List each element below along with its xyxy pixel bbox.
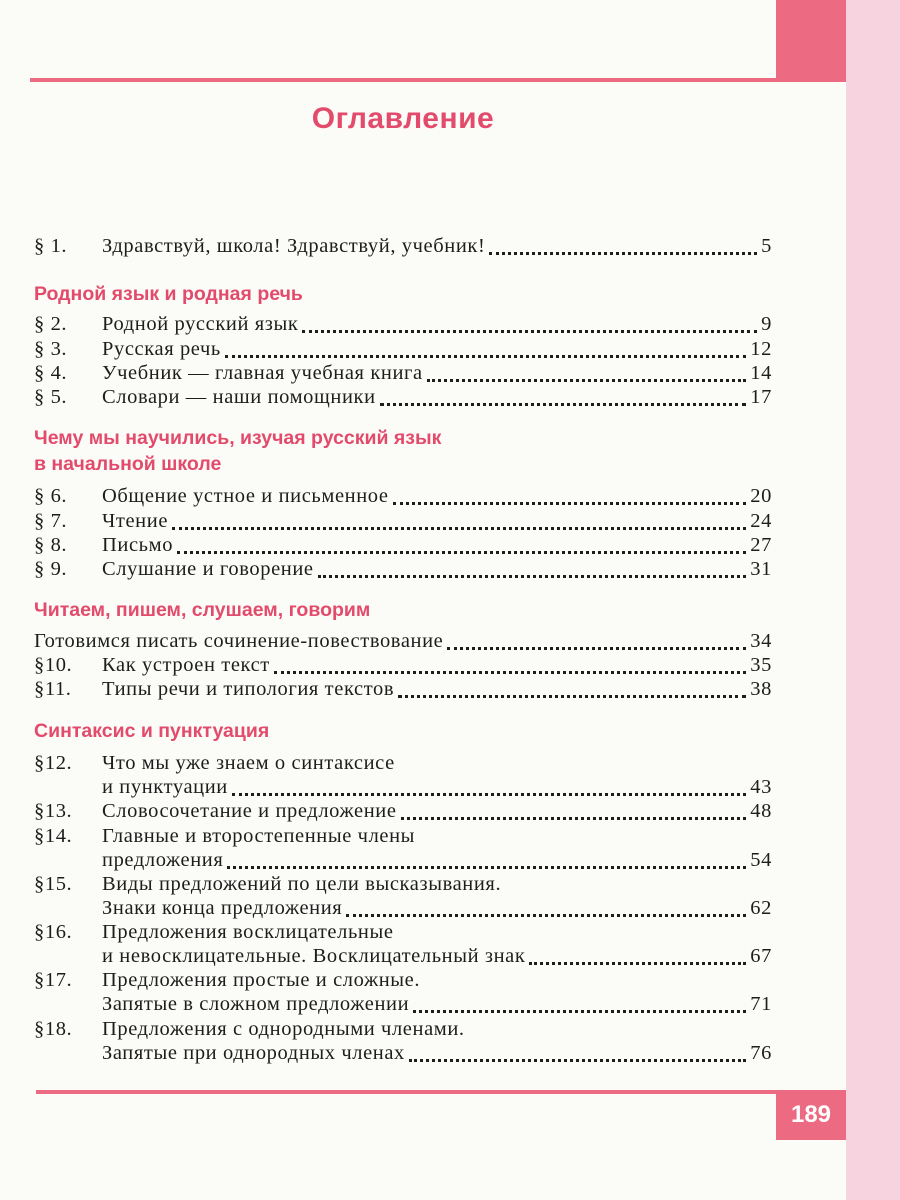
- entry-page: 17: [750, 386, 772, 408]
- toc-entry-5: [34, 383, 772, 411]
- bottom-rule: [36, 1090, 776, 1094]
- toc-entry-17-cont: [102, 990, 772, 1018]
- entry-page: 43: [750, 776, 772, 798]
- toc-entry-2: [34, 310, 772, 338]
- section-heading-read-write: Читаем, пишем, слушаем, говорим: [34, 599, 371, 621]
- section-heading-syntax: Синтаксис и пунктуация: [34, 720, 270, 742]
- dot-leader: [177, 551, 746, 554]
- entry-title: Словари — наши помощники: [102, 386, 376, 408]
- dot-leader: [447, 647, 746, 650]
- dot-leader: [489, 252, 757, 255]
- dot-leader: [346, 914, 746, 917]
- section-heading-primary-school-cont: в начальной школе: [34, 453, 222, 475]
- toc-entry-18-cont: [102, 1039, 772, 1067]
- entry-title-cont: и невосклицательные. Восклицательный знак: [102, 945, 526, 967]
- toc-entry-13: [34, 797, 772, 825]
- entry-page: 9: [761, 313, 772, 335]
- entry-number: § 6.: [34, 485, 68, 507]
- toc-entry-1: [34, 232, 772, 260]
- entry-page: 34: [750, 630, 772, 652]
- entry-number: §12.: [34, 752, 73, 774]
- dot-leader: [274, 671, 746, 674]
- entry-title-cont: Запятые при однородных членах: [102, 1042, 405, 1064]
- top-color-tab: [776, 0, 846, 82]
- entry-number: §10.: [34, 654, 73, 676]
- dot-leader: [232, 793, 746, 796]
- dot-leader: [409, 1059, 746, 1062]
- entry-title: Словосочетание и предложение: [102, 800, 397, 822]
- entry-number: §13.: [34, 800, 73, 822]
- dot-leader: [393, 502, 747, 505]
- entry-page: 20: [750, 485, 772, 507]
- entry-title: Предложения восклицательные: [102, 921, 394, 943]
- entry-title: Письмо: [102, 534, 174, 556]
- entry-title-cont: и пунктуации: [102, 776, 228, 798]
- entry-title: Как устроен текст: [102, 654, 270, 676]
- entry-title: Готовимся писать сочинение-повествование: [34, 630, 444, 652]
- dot-leader: [227, 866, 746, 869]
- entry-page: 48: [750, 800, 772, 822]
- dot-leader: [318, 575, 747, 578]
- toc-entry-6: [34, 482, 772, 510]
- entry-title-cont: Запятые в сложном предложении: [102, 993, 410, 1015]
- entry-number: §17.: [34, 969, 73, 991]
- entry-title: Здравствуй, школа! Здравствуй, учебник!: [102, 235, 486, 257]
- dot-leader: [225, 355, 746, 358]
- entry-title: Родной русский язык: [102, 313, 299, 335]
- entry-title: Предложения простые и сложные.: [102, 969, 421, 991]
- entry-title: Учебник — главная учебная книга: [102, 362, 423, 384]
- section-heading-primary-school: Чему мы научились, изучая русский язык: [34, 427, 442, 449]
- page-number: 189: [776, 1090, 846, 1140]
- entry-number: §15.: [34, 873, 73, 895]
- entry-title-cont: предложения: [102, 849, 224, 871]
- entry-number: §18.: [34, 1018, 73, 1040]
- toc-entry-11: [34, 675, 772, 703]
- entry-number: § 3.: [34, 338, 68, 360]
- entry-number: §11.: [34, 678, 72, 700]
- entry-page: 62: [750, 897, 772, 919]
- entry-number: § 1.: [34, 235, 68, 257]
- entry-title: Общение устное и письменное: [102, 485, 389, 507]
- dot-leader: [380, 403, 747, 406]
- dot-leader: [398, 695, 746, 698]
- entry-page: 12: [750, 338, 772, 360]
- entry-page: 67: [750, 945, 772, 967]
- entry-title: Типы речи и типология текстов: [102, 678, 395, 700]
- entry-title: Главные и второстепенные члены: [102, 825, 416, 847]
- dot-leader: [302, 330, 757, 333]
- entry-page: 27: [750, 534, 772, 556]
- entry-title-cont: Знаки конца предложения: [102, 897, 343, 919]
- entry-number: § 2.: [34, 313, 68, 335]
- entry-number: §14.: [34, 825, 73, 847]
- entry-title: Предложения с однородными членами.: [102, 1018, 465, 1040]
- page-title: Оглавление: [311, 102, 495, 135]
- entry-page: 24: [750, 510, 772, 532]
- dot-leader: [172, 527, 746, 530]
- entry-page: 54: [750, 849, 772, 871]
- entry-page: 14: [750, 362, 772, 384]
- entry-title: Виды предложений по цели высказывания.: [102, 873, 502, 895]
- toc-entry-9: [34, 555, 772, 583]
- dot-leader: [427, 379, 747, 382]
- entry-title: Слушание и говорение: [102, 558, 314, 580]
- entry-page: 38: [750, 678, 772, 700]
- entry-page: 76: [750, 1042, 772, 1064]
- entry-number: § 9.: [34, 558, 68, 580]
- entry-title: Русская речь: [102, 338, 221, 360]
- entry-number: §16.: [34, 921, 73, 943]
- entry-page: 71: [750, 993, 772, 1015]
- dot-leader: [413, 1010, 746, 1013]
- dot-leader: [529, 962, 746, 965]
- entry-number: § 4.: [34, 362, 68, 384]
- entry-page: 5: [761, 235, 772, 257]
- entry-number: § 5.: [34, 386, 68, 408]
- top-rule: [30, 78, 776, 82]
- entry-number: § 7.: [34, 510, 68, 532]
- entry-number: § 8.: [34, 534, 68, 556]
- dot-leader: [401, 817, 747, 820]
- entry-page: 31: [750, 558, 772, 580]
- entry-title: Что мы уже знаем о синтаксисе: [102, 752, 395, 774]
- section-heading-native-language: Родной язык и родная речь: [34, 283, 303, 305]
- entry-page: 35: [750, 654, 772, 676]
- entry-title: Чтение: [102, 510, 169, 532]
